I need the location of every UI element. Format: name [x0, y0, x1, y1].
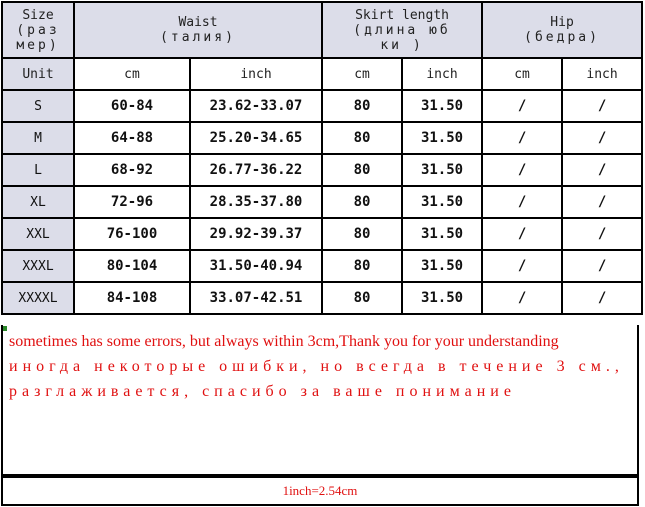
table-row — [2, 154, 642, 186]
size-chart-table — [1, 1, 643, 315]
hip-header — [482, 2, 642, 58]
skirt-header-ru-2: ки ) — [380, 37, 424, 53]
waist-inch-cell: 26.77-36.22 — [190, 154, 322, 186]
hip-cm-cell: / — [482, 218, 562, 250]
size-cell: M — [2, 122, 74, 154]
table-row — [2, 218, 642, 250]
skirt-inch-cell: 31.50 — [402, 122, 482, 154]
size-cell: XL — [2, 186, 74, 218]
waist-cm-cell: 64-88 — [74, 122, 190, 154]
table-row — [2, 250, 642, 282]
waist-cm-cell: 72-96 — [74, 186, 190, 218]
waist-cm-cell: 76-100 — [74, 218, 190, 250]
table-row — [2, 282, 642, 314]
unit-label: Unit — [2, 58, 74, 90]
size-header-en: Size — [22, 7, 54, 23]
size-header-ru-1: (раз — [16, 22, 60, 38]
skirt-inch-cell: 31.50 — [402, 282, 482, 314]
waist-header-en: Waist — [178, 15, 218, 30]
hip-inch-cell: / — [562, 250, 642, 282]
waist-inch-cell: 31.50-40.94 — [190, 250, 322, 282]
waist-header — [74, 2, 322, 58]
skirt-inch-cell: 31.50 — [402, 250, 482, 282]
hip-inch-cell: / — [562, 186, 642, 218]
waist-header-ru: (талия) — [160, 30, 236, 45]
hip-header-en: Hip — [550, 15, 574, 30]
hip-inch-cell: / — [562, 122, 642, 154]
hip-header-ru: (бедра) — [524, 30, 600, 45]
unit-skirt-cm: cm — [322, 58, 402, 90]
unit-skirt-inch: inch — [402, 58, 482, 90]
hip-cm-cell: / — [482, 282, 562, 314]
skirt-header-en: Skirt length — [355, 7, 449, 23]
skirt-inch-cell: 31.50 — [402, 186, 482, 218]
waist-inch-cell: 33.07-42.51 — [190, 282, 322, 314]
unit-hip-inch: inch — [562, 58, 642, 90]
waist-inch-cell: 29.92-39.37 — [190, 218, 322, 250]
skirt-cm-cell: 80 — [322, 250, 402, 282]
skirt-inch-cell: 31.50 — [402, 218, 482, 250]
conversion-footer: 1inch=2.54cm — [1, 476, 639, 506]
waist-cm-cell: 60-84 — [74, 90, 190, 122]
hip-cm-cell: / — [482, 154, 562, 186]
skirt-cm-cell: 80 — [322, 90, 402, 122]
skirt-header-ru-1: (длина юб — [353, 22, 451, 38]
waist-inch-cell: 23.62-33.07 — [190, 90, 322, 122]
size-cell: XXXL — [2, 250, 74, 282]
skirt-cm-cell: 80 — [322, 218, 402, 250]
skirt-cm-cell: 80 — [322, 282, 402, 314]
note-russian: иногда некоторые ошибки, но всегда в течение 3 см., разглаживается, спасибо за ваше понимание — [9, 358, 624, 400]
measurement-note — [1, 325, 639, 476]
waist-cm-cell: 80-104 — [74, 250, 190, 282]
unit-hip-cm: cm — [482, 58, 562, 90]
skirt-cm-cell: 80 — [322, 154, 402, 186]
hip-cm-cell: / — [482, 186, 562, 218]
skirt-cm-cell: 80 — [322, 186, 402, 218]
hip-cm-cell: / — [482, 90, 562, 122]
hip-inch-cell: / — [562, 154, 642, 186]
waist-cm-cell: 68-92 — [74, 154, 190, 186]
skirt-inch-cell: 31.50 — [402, 154, 482, 186]
size-cell: S — [2, 90, 74, 122]
skirt-length-header — [322, 2, 482, 58]
hip-inch-cell: / — [562, 282, 642, 314]
size-cell: L — [2, 154, 74, 186]
size-cell: XXL — [2, 218, 74, 250]
size-header-ru-2: мер) — [16, 37, 60, 53]
hip-cm-cell: / — [482, 122, 562, 154]
hip-cm-cell: / — [482, 250, 562, 282]
skirt-inch-cell: 31.50 — [402, 90, 482, 122]
size-header — [2, 2, 74, 58]
note-english: sometimes has some errors, but always within 3cm,Thank you for your understanding — [9, 333, 559, 350]
waist-cm-cell: 84-108 — [74, 282, 190, 314]
unit-row — [2, 58, 642, 90]
table-row — [2, 90, 642, 122]
skirt-cm-cell: 80 — [322, 122, 402, 154]
waist-inch-cell: 28.35-37.80 — [190, 186, 322, 218]
hip-inch-cell: / — [562, 90, 642, 122]
waist-inch-cell: 25.20-34.65 — [190, 122, 322, 154]
hip-inch-cell: / — [562, 218, 642, 250]
table-row — [2, 186, 642, 218]
unit-waist-cm: cm — [74, 58, 190, 90]
table-row — [2, 122, 642, 154]
unit-waist-inch: inch — [190, 58, 322, 90]
size-cell: XXXXL — [2, 282, 74, 314]
header-row — [2, 2, 642, 58]
